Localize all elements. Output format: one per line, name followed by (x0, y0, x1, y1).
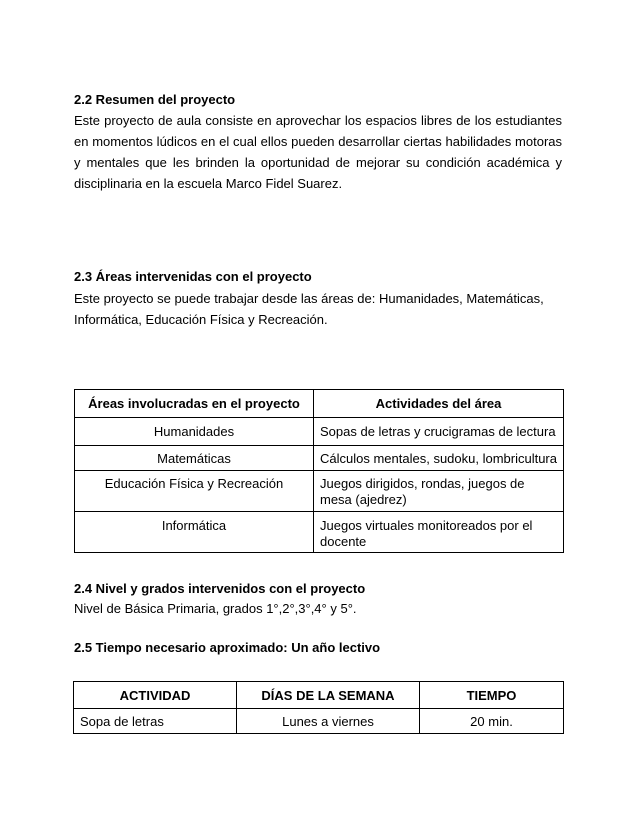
column-header-time: TIEMPO (420, 682, 564, 709)
areas-table (74, 389, 564, 553)
table-cell-activity: Cálculos mentales, sudoku, lombricultura (314, 446, 564, 471)
table-row (75, 418, 564, 446)
section-2-4-title: 2.4 Nivel y grados intervenidos con el proyecto (74, 581, 366, 596)
table-cell-area: Educación Física y Recreación (75, 471, 314, 512)
table-cell-activity: Juegos dirigidos, rondas, juegos de mesa (ajedrez) (314, 471, 564, 512)
section-2-3-body (74, 288, 544, 330)
table-cell-area: Humanidades (75, 418, 314, 446)
table-cell-area: Matemáticas (75, 446, 314, 471)
table-cell-activity: Sopa de letras (74, 709, 237, 734)
column-header-days: DÍAS DE LA SEMANA (237, 682, 420, 709)
section-2-3-title: 2.3 Áreas intervenidas con el proyecto (74, 269, 312, 284)
table-row (75, 512, 564, 553)
column-header-activities: Actividades del área (314, 390, 564, 418)
table-cell-activity: Juegos virtuales monitoreados por el docente (314, 512, 564, 553)
table-cell-area: Informática (75, 512, 314, 553)
table-cell-time: 20 min. (420, 709, 564, 734)
table-cell-activity: Sopas de letras y crucigramas de lectura (314, 418, 564, 446)
section-2-4-body (74, 598, 562, 619)
column-header-activity: ACTIVIDAD (74, 682, 237, 709)
table-header-row (75, 390, 564, 418)
section-2-2-paragraph: Este proyecto de aula consiste en aprovechar los espacios libres de los estudiantes en momentos lúdicos en el cual ellos pueden desarrollar ciertas habilidades motoras y mentales que les brinden la oportunidad de mejorar su condición académica y disciplinaria en la escuela Marco Fidel Suarez. (74, 113, 562, 191)
table-row (74, 709, 564, 734)
section-2-4-paragraph: Nivel de Básica Primaria, grados 1°,2°,3°,4° y 5°. (74, 601, 357, 616)
table-header-row (74, 682, 564, 709)
table-row (75, 446, 564, 471)
section-2-2-body (74, 110, 562, 194)
column-header-areas: Áreas involucradas en el proyecto (75, 390, 314, 418)
section-2-2-title: 2.2 Resumen del proyecto (74, 92, 236, 107)
table-cell-days: Lunes a viernes (237, 709, 420, 734)
time-table (73, 681, 564, 734)
section-2-5-title: 2.5 Tiempo necesario aproximado: Un año lectivo (74, 640, 381, 655)
section-2-3-paragraph: Este proyecto se puede trabajar desde las áreas de: Humanidades, Matemáticas, Informática, Educación Física y Recreación. (74, 291, 544, 327)
table-row (75, 471, 564, 512)
